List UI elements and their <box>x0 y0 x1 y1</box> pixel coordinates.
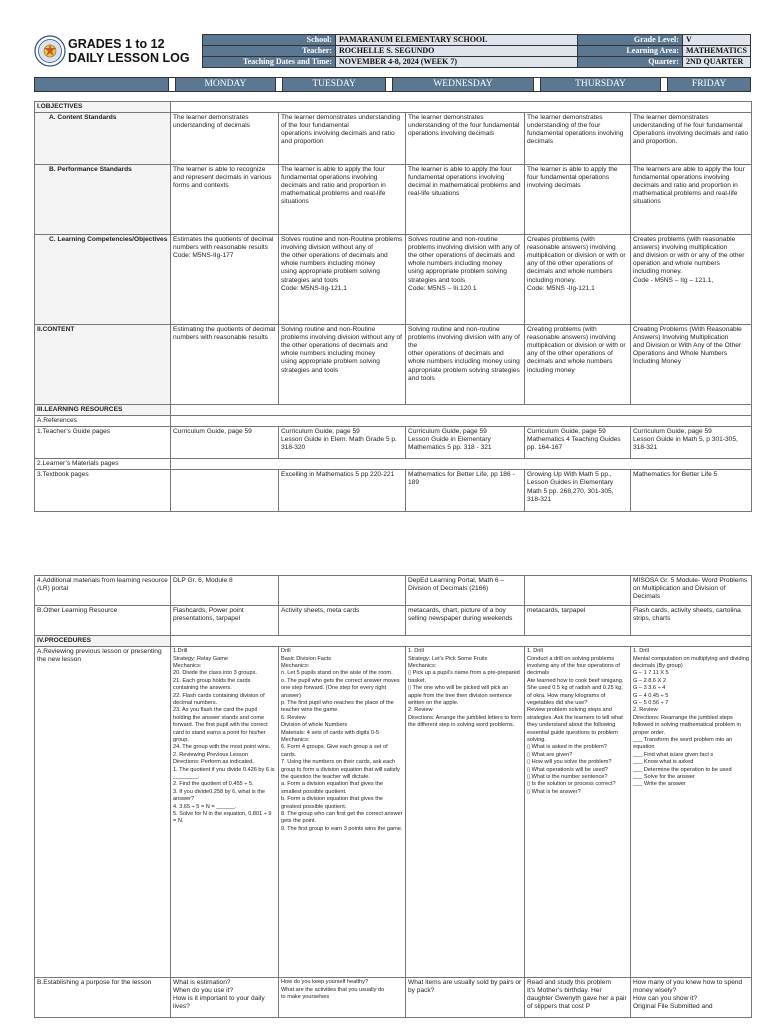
content-label: II.CONTENT <box>35 325 171 405</box>
content-mon: Estimating the quotients of decimal numbers with reasonable results <box>171 325 279 405</box>
other-thu: metacards, tarpapel <box>525 606 631 636</box>
tg-wed: Curriculum Guide, page 59 Lesson Guide in Elementary Mathematics 5 pp. 318 - 321 <box>406 427 525 459</box>
day-header-bar <box>34 77 751 92</box>
tg-thu: Curriculum Guide, page 59 Mathematics 4 Teaching Guides pp. 164-167 <box>525 427 631 459</box>
title-line-1: GRADES 1 to 12 <box>68 37 165 51</box>
day-spacer <box>533 78 540 92</box>
procedures-heading: IV.PROCEDURES <box>35 636 171 647</box>
tb-label: 3.Textbook pages <box>35 470 171 512</box>
review-fri: 1. Drill Mental computation on multiplying and dividing decimals (By group) G – 1 7.11 X 5 G – 2 8.6 X 2 G – 3 3.6 ÷ 4 G – 4 0.45 ÷ 5 G – 5 0.56 ÷ 7 2. Review Directions: Rearrange the jumbled steps followed in solving mathematical problem in proper order. ___ Transform the word problem into an equation ___ Find what is/are given fact s ___ Know what is asked ___ Determine the operation to be used ___ Solve for the answer ___ Write the answer <box>631 647 752 978</box>
day-friday: FRIDAY <box>668 78 751 92</box>
performance-standards-tue: The learner is able to apply the four fundamental operations involving decimals and ratio and proportion in mathematical problems and real-life situations <box>279 165 406 235</box>
page-title <box>68 37 202 65</box>
references-label: A.References <box>35 416 171 427</box>
competencies-fri: Creates problems (with reasonable answers) involving multiplication and division or with or any of the other operation and whole numbers including money. Code - M5NS – IIg – 121.1, <box>631 235 752 325</box>
content-standards-label: A. Content Standards <box>35 113 171 165</box>
tb-thu: Growing Up With Math 5 pp., Lesson Guides in Elementary Math 5 pp. 268,270, 301-305, 318-321 <box>525 470 631 512</box>
competencies-wed: Solves routine and non-routine problems involving division with any of the other operations of decimals and whole numbers including money using appropriate problem solving strategies and tools Code: M5NS – IIi.120.1 <box>406 235 525 325</box>
performance-standards-thu: The learner is able to apply the four fundamental operations involving decimals <box>525 165 631 235</box>
tg-mon: Curriculum Guide, page 59 <box>171 427 279 459</box>
performance-standards-wed: The learner is able to apply the four fundamental operations involving decimal in mathematical problems and real-life situations <box>406 165 525 235</box>
content-standards-mon: The learner demonstrates understanding of decimals <box>171 113 279 165</box>
day-wednesday: WEDNESDAY <box>393 78 533 92</box>
content-fri: Creating Problems (With Reasonable Answers) Involving Multiplication and Division or With Any of the Other Operations and Whole Numbers Including Money <box>631 325 752 405</box>
lr-tue <box>279 576 406 606</box>
empty-cell <box>171 459 752 470</box>
empty-cell <box>171 636 752 647</box>
content-standards-thu: The learner demonstrates understanding of the four fundamental operations involving decimals <box>525 113 631 165</box>
competencies-label <box>35 235 171 325</box>
day-spacer <box>275 78 282 92</box>
day-tuesday: TUESDAY <box>282 78 386 92</box>
grade-label: Grade Level: <box>578 35 683 46</box>
area-value: MATHEMATICS <box>682 46 750 57</box>
empty-cell <box>171 405 752 416</box>
content-tue: Solving routine and non-Routine problems involving division without any of the other operations of decimals and whole numbers including money using appropriate problem solving strategies and tools <box>279 325 406 405</box>
review-thu: 1. Drill Conduct a drill on solving problems involving any of the four operations of decimals Ate learned how to cook beef sinigang. She used 0.5 kg of radish and 0.25 kg. of okra. How many kilograms of vegetables did she use? Review problem solving steps and strategies. Ask the learners to tell what they understand about the following essential guide questions to problem solving. ▯ What is asked in the problem? ▯ What are given? ▯ How will you solve the problem? ▯ What operation/s will be used? ▯ What is the number sentence? ▯ Is the solution or process correct? ▯ What is he answer? <box>525 647 631 978</box>
title-line-2: DAILY LESSON LOG <box>68 51 190 65</box>
performance-standards-label: B. Performance Standards <box>35 165 171 235</box>
lesson-log-table-page-2 <box>34 575 752 1018</box>
purpose-fri: How many of you knew how to spend money wisely? How can you show it? Original File Submitted and <box>631 978 752 1018</box>
day-thursday: THURSDAY <box>540 78 661 92</box>
performance-standards-mon: The learner is able to recognize and represent decimals in various forms and contexts <box>171 165 279 235</box>
other-fri: Flash cards, activity sheets, cartolina strips, charts <box>631 606 752 636</box>
resources-heading: III.LEARNING RESOURCES <box>35 405 171 416</box>
purpose-label: B.Establishing a purpose for the lesson <box>35 978 171 1018</box>
other-label: B.Other Learning Resource <box>35 606 171 636</box>
competencies-mon: Estimates the quotients of decimal numbers with reasonable results Code: M5NS-IIg-177 <box>171 235 279 325</box>
other-tue: Activity sheets, meta cards <box>279 606 406 636</box>
purpose-wed: What items are usually sold by pairs or by pack? <box>406 978 525 1018</box>
competencies-text: Learning Competencies/Objectives <box>57 236 168 244</box>
lesson-log-table-page-1 <box>34 101 752 512</box>
tb-wed: Mathematics for Better Life, pp 186 - 189 <box>406 470 525 512</box>
other-wed: metacards, chart, picture of a boy selling newspaper during weekends <box>406 606 525 636</box>
performance-standards-fri: The learners are able to apply the four fundamental operations involving decimals and ratio and proportion in mathematical problems and real-life situations <box>631 165 752 235</box>
tb-fri: Mathematics for Better Life 5 <box>631 470 752 512</box>
header-info-table <box>202 34 751 68</box>
objectives-heading: I.OBJECTIVES <box>35 102 171 113</box>
empty-cell <box>171 416 752 427</box>
deped-seal-logo <box>34 35 66 67</box>
teacher-value: ROCHELLE S. SEGUNDO <box>336 46 578 57</box>
day-spacer <box>386 78 393 92</box>
day-spacer <box>169 78 176 92</box>
lr-label: 4.Additional materials from learning resource (LR) portal <box>35 576 171 606</box>
competencies-thu: Creates problems (with reasonable answers) involving multiplication or division or with or any of the other operations of decimals and whole numbers including money. Code: M5NS -IIg-121.1 <box>525 235 631 325</box>
day-blank-cell <box>35 78 169 92</box>
quarter-label: Quarter: <box>578 57 683 68</box>
tg-tue: Curriculum Guide, page 59 Lesson Guide in Elem. Math Grade 5 p. 318-320 <box>279 427 406 459</box>
review-mon: 1.Drill Strategy: Relay Game Mechanics: 20. Divide the class into 3 groups. 21. Each group holds the cards containing the answers. 22. Flash cards containing division of decimal numbers. 23. As you flash the card the pupil holding the answer stands and come forward. The first pupil with the correct card to stand earns a point for his/her group. 24. The group with the most point wins. 2. Reviewing Previous Lesson Directions: Perform as indicated. 1. The quotient if you divide 0.426 by 6 is ________. 2. Find the quotient of 0.455 ÷ 5. 3. If you divide0.258 by 6, what is the answer? 4. 3.65 ÷ 5 = N = ______. 5. Solve for N in the equation, 0.801 ÷ 9 = N. <box>171 647 279 978</box>
review-wed: 1. Drill Strategy: Let’s Pick Some Fruits Mechanics: ▯ Pick up a pupil’s name from a pre-prepared basket. ▯ The one who will be picked will pick an apple from the tree then division sentence written on the apple. 2. Review Directions: Arrange the jumbled letters to form the different step in solving word problems. <box>406 647 525 978</box>
tg-label: 1.Teacher’s Guide pages <box>35 427 171 459</box>
content-thu: Creating problems (with reasonable answers) involving multiplication or division or with or any of the other operations of decimals and whole numbers including money <box>525 325 631 405</box>
content-standards-tue: The learner demonstrates understanding of the four fundamental operations involving decimals and ratio and proportion <box>279 113 406 165</box>
review-label: A.Reviewing previous lesson or presenting the new lesson <box>35 647 171 978</box>
competencies-tue: Solves routine and non-Routine problems involving division without any of the other operations of decimals and whole numbers including money using appropriate problem solving strategies and tools Code: M5NS-IIg-121.1 <box>279 235 406 325</box>
content-standards-fri: The learner demonstrates understanding of he four fundamental Operations involving decimals and ratio and proportion. <box>631 113 752 165</box>
lr-fri: MISOSA Gr. 5 Module- Word Problems on Multiplication and Division of Decimals <box>631 576 752 606</box>
purpose-tue: How do you keep yourself healthy? What are the activities that you usually do to make yourselves <box>279 978 406 1018</box>
competencies-letter: C. <box>49 236 56 244</box>
quarter-value: 2ND QUARTER <box>682 57 750 68</box>
content-standards-wed: The learner demonstrates understanding of the four fundamental operations involving decimals <box>406 113 525 165</box>
empty-cell <box>171 102 752 113</box>
dates-label: Teaching Dates and Time: <box>203 57 336 68</box>
teacher-label: Teacher: <box>203 46 336 57</box>
grade-value: V <box>682 35 750 46</box>
lm-label: 2.Learner’s Materials pages <box>35 459 171 470</box>
day-monday: MONDAY <box>176 78 276 92</box>
tb-tue: Excelling in Mathematics 5 pp 220-221 <box>279 470 406 512</box>
school-label: School: <box>203 35 336 46</box>
school-value: PAMARANUM ELEMENTARY SCHOOL <box>336 35 578 46</box>
purpose-mon: What is estimation? When do you use it? How is it important to your daily lives? <box>171 978 279 1018</box>
other-mon: Flashcards, Power point presentations, tarpapel <box>171 606 279 636</box>
day-spacer <box>661 78 668 92</box>
lr-mon: DLP Gr. 6, Module 8 <box>171 576 279 606</box>
review-tue: Drill Basic Division Facts Mechanics: n. Let 5 pupils stand on the aisle of the room. o. The pupil who gets the correct answer moves one step forward. (One step for every right answer) p. The first pupil who reaches the place of the teacher wins the game. 6. Review Division of whole Numbers Materials: 4 sets of cards with digits 0-5 Mechanics: 6. Form 4 groups. Give each group a set of cards. 7. Using the numbers on their cards, ask each group to form a division equation that will satisfy the question the teacher will dictate. a. Form a division equation that gives the smallest possible quotient. b. Form a division equation that gives the greatest possible quotient. 8. The group who can first get the correct answer gets the point. 9. The first group to earn 3 points wins the game. <box>279 647 406 978</box>
tb-mon <box>171 470 279 512</box>
tg-fri: Curriculum Guide, page 59 Lesson Guide in Math 5, p 301-305, 318-321 <box>631 427 752 459</box>
lr-thu <box>525 576 631 606</box>
lr-wed: DepEd Learning Portal, Math 6 – Division of Decimals (2166) <box>406 576 525 606</box>
area-label: Learning Area: <box>578 46 683 57</box>
purpose-thu: Read and study this problem It’s Mother’s birthday. Her daughter Gwenyth gave her a pair of slippers that cost P <box>525 978 631 1018</box>
dates-value: NOVEMBER 4-8, 2024 (WEEK 7) <box>336 57 578 68</box>
content-wed: Solving routine and non-routine problems involving division with any of the other operations of decimals and whole numbers including money using appropriate problem solving strategies and tools <box>406 325 525 405</box>
